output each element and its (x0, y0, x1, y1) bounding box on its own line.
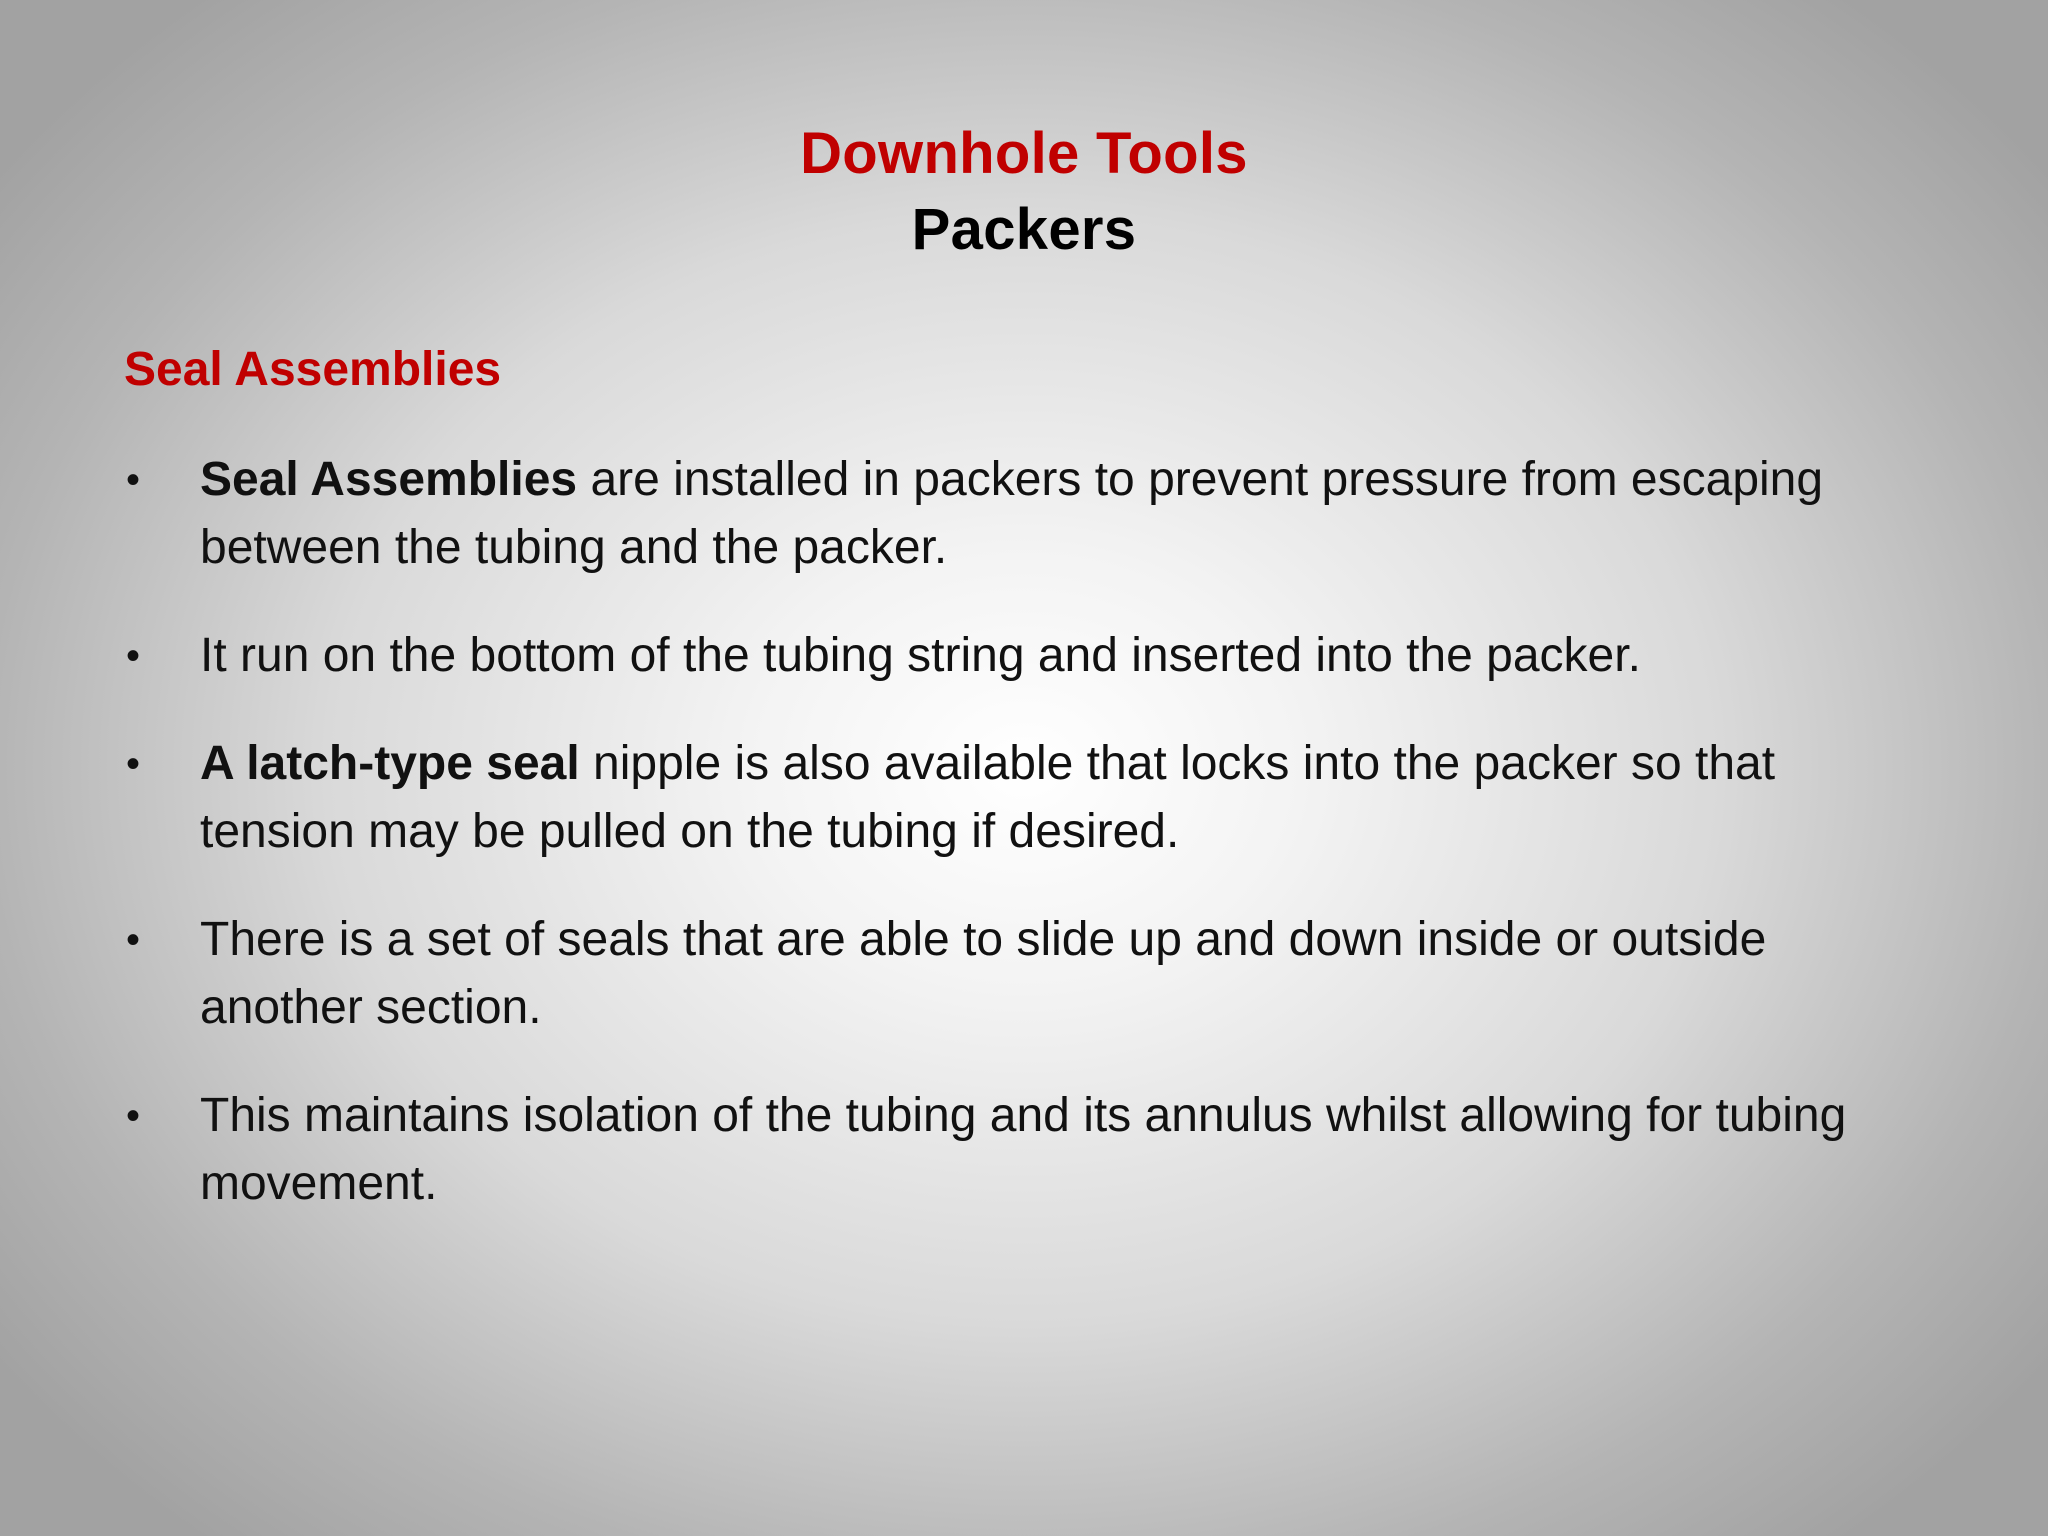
bullet-bold-text: A latch-type seal (200, 737, 580, 790)
bullet-item-3 (124, 730, 1924, 866)
slide-title (0, 118, 2048, 270)
bullet-text: This maintains isolation of the tubing and its annulus whilst allowing for tubing movement. (200, 1089, 1847, 1210)
bullet-item-4 (124, 906, 1924, 1042)
bullet-item-5 (124, 1082, 1924, 1218)
bullet-item-1 (124, 446, 1924, 582)
bullet-item-2 (124, 622, 1924, 690)
bullet-text: There is a set of seals that are able to slide up and down inside or outside another section. (200, 913, 1767, 1034)
bullet-dot-icon: • (126, 742, 141, 786)
bullet-dot-icon: • (126, 1094, 141, 1138)
bullet-list (124, 446, 1924, 1258)
title-sub: Packers (911, 197, 1137, 262)
bullet-text: nipple is also available that locks into the packer so that tension may be pulled on the tubing if desired. (200, 737, 1776, 858)
bullet-bold-text: Seal Assemblies (200, 453, 578, 506)
title-main: Downhole Tools (800, 121, 1248, 186)
bullet-dot-icon: • (126, 458, 141, 502)
bullet-dot-icon: • (126, 634, 141, 678)
bullet-dot-icon: • (126, 918, 141, 962)
section-heading: Seal Assemblies (124, 343, 502, 396)
bullet-text: It run on the bottom of the tubing string and inserted into the packer. (200, 629, 1641, 682)
bullet-text: are installed in packers to prevent pressure from escaping between the tubing and the packer. (200, 453, 1824, 574)
